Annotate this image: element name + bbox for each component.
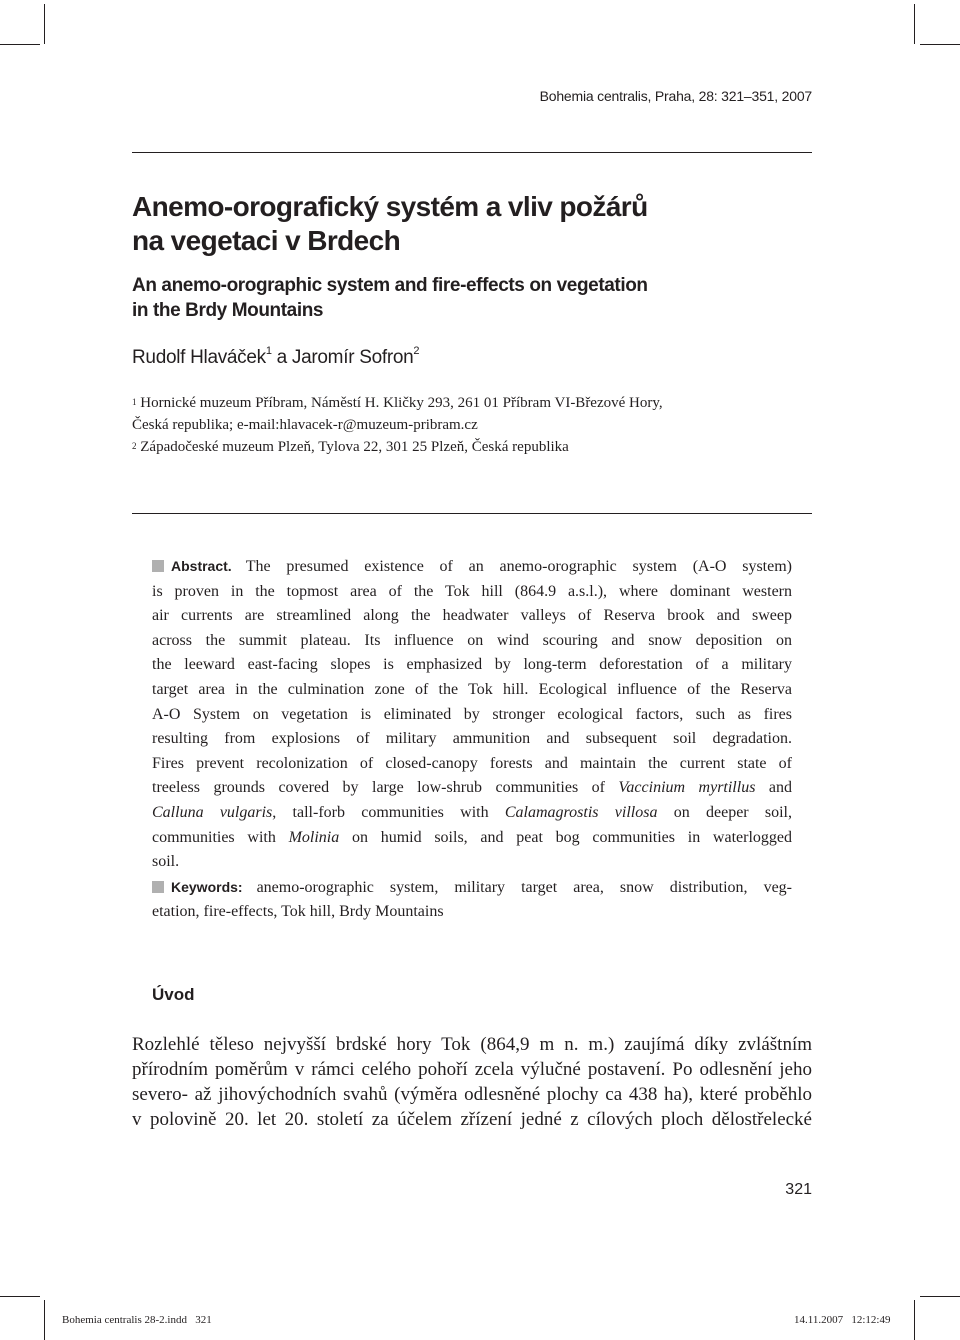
author-name: Rudolf Hlaváček xyxy=(132,347,266,368)
title-english xyxy=(132,273,812,323)
section-heading: Úvod xyxy=(152,985,195,1004)
species-name: Calluna vulgaris xyxy=(152,803,273,821)
abstract xyxy=(152,554,792,925)
abstract-line xyxy=(152,554,792,580)
crop-mark xyxy=(920,1296,960,1297)
abstract-rule xyxy=(132,513,812,514)
page-number: 321 xyxy=(785,1181,812,1198)
crop-mark xyxy=(44,4,45,44)
abstract-text: treeless grounds covered by large low-shrub communities of xyxy=(152,779,619,797)
affiliation-line: Česká republika; e-mail:hlavacek-r@muzeum-pribram.cz xyxy=(132,417,478,433)
abstract-line: target area in the culmination zone of the Tok hill. Ecological influence of the Reserva xyxy=(152,680,792,698)
keywords-text: anemo-orographic system, military target area, snow distribution, veg- xyxy=(256,878,792,896)
title-czech xyxy=(132,190,812,258)
keywords-line xyxy=(152,875,792,901)
body-line: Rozlehlé těleso nejvyšší brdské hory Tok (864,9 m n. m.) zaujímá díky zvláštním xyxy=(132,1034,812,1055)
square-bullet-icon xyxy=(152,881,164,893)
body-line: v polovině 20. let 20. století za účelem zřízení jedné z cílových ploch dělostřelecké xyxy=(132,1109,812,1130)
title-czech-line: Anemo-orografický systém a vliv požárů xyxy=(132,191,648,222)
abstract-line: A-O System on vegetation is eliminated by stronger ecological factors, such as fires xyxy=(152,705,792,723)
abstract-line xyxy=(152,801,792,826)
keywords-line: etation, fire-effects, Tok hill, Brdy Mountains xyxy=(152,903,444,921)
abstract-line: across the summit plateau. Its influence on wind scouring and snow deposition on xyxy=(152,631,792,649)
affiliation-marker: 1 xyxy=(132,397,137,407)
affiliation-marker: 2 xyxy=(132,441,137,451)
abstract-text: and xyxy=(755,779,793,797)
affiliation-text: Hornické muzeum Příbram, Náměstí H. Kličky 293, 261 01 Příbram VI-Březové Hory, xyxy=(140,395,663,411)
abstract-text: on humid soils, and peat bog communities in waterlogged xyxy=(339,828,792,846)
slug-datetime: 14.11.2007 12:12:49 xyxy=(794,1314,891,1326)
crop-mark xyxy=(0,1296,40,1297)
abstract-line xyxy=(152,826,792,851)
crop-mark xyxy=(914,1300,915,1340)
abstract-text: The presumed existence of an anemo-orographic system (A-O system) xyxy=(245,558,792,575)
affiliation-line xyxy=(132,436,832,458)
affiliation-text: Západočeské muzeum Plzeň, Tylova 22, 301 25 Plzeň, Česká republika xyxy=(140,439,569,455)
square-bullet-icon xyxy=(152,560,164,572)
title-czech-line: na vegetaci v Brdech xyxy=(132,225,401,256)
abstract-line: the leeward east-facing slopes is emphasized by long-term deforestation of a military xyxy=(152,656,792,674)
affiliation-marker: 1 xyxy=(265,345,272,357)
title-english-line: An anemo-orographic system and fire-effects on vegetation xyxy=(132,275,648,296)
abstract-text: communities with xyxy=(152,828,289,846)
keywords-label: Keywords: xyxy=(171,878,243,895)
species-name: Molinia xyxy=(288,828,340,846)
affiliation-line xyxy=(132,392,832,414)
abstract-line: resulting from explosions of military ammunition and subsequent soil degradation. xyxy=(152,730,792,748)
abstract-label: Abstract. xyxy=(171,558,232,574)
body-line: severo- až jihovýchodních svahů (výměra odlesněné plochy ca 438 ha), které proběhlo xyxy=(132,1084,812,1105)
abstract-line: Fires prevent recolonization of closed-canopy forests and maintain the current state of xyxy=(152,754,792,772)
abstract-text: , tall-forb communities with xyxy=(272,803,505,821)
crop-mark xyxy=(920,44,960,45)
abstract-line: is proven in the topmost area of the Tok hill (864.9 a.s.l.), where dominant western xyxy=(152,582,792,600)
crop-mark xyxy=(0,44,40,45)
author-joiner: a xyxy=(271,347,292,368)
affiliation-marker: 2 xyxy=(413,345,420,357)
authors xyxy=(132,347,419,369)
header-rule xyxy=(132,152,812,153)
abstract-line: air currents are streamlined along the headwater valleys of Reserva brook and sweep xyxy=(152,607,792,625)
abstract-line: soil. xyxy=(152,853,180,871)
crop-mark xyxy=(914,4,915,44)
title-english-line: in the Brdy Mountains xyxy=(132,300,324,321)
species-name: Calamagrostis villosa xyxy=(504,803,658,821)
author-name: Jaromír Sofron xyxy=(291,347,414,368)
body-text xyxy=(132,1032,812,1132)
body-line: přírodním poměrům v rámci celého pohoří zcela výlučné postavení. Po odlesnění jeho xyxy=(132,1059,812,1080)
affiliations xyxy=(132,392,832,458)
slug-file: Bohemia centralis 28-2.indd 321 xyxy=(62,1314,212,1326)
abstract-line xyxy=(152,776,792,801)
species-name: Vaccinium myrtillus xyxy=(618,779,756,797)
running-head: Bohemia centralis, Praha, 28: 321–351, 2007 xyxy=(539,88,812,104)
abstract-text: on deeper soil, xyxy=(657,803,792,821)
crop-mark xyxy=(44,1300,45,1340)
